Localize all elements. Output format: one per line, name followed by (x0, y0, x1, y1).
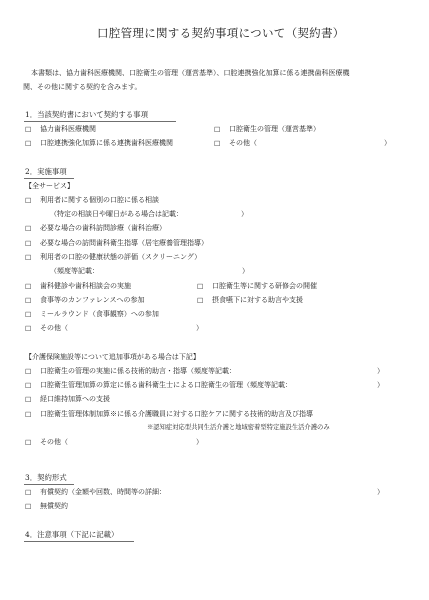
a2-label: 必要な場合の歯科訪問診療（歯科治療） (40, 224, 166, 232)
c4-checkbox[interactable]: ☐ (25, 410, 32, 419)
c1-label: 口腔衛生の管理の実施に係る技術的助言・指導（頻度等記載： (40, 367, 236, 375)
a6-label: 口腔衛生等に関する研修会の開催 (212, 282, 317, 290)
section-1-underline (24, 121, 176, 122)
s1-checkbox-oral-hygiene[interactable]: ☐ (214, 125, 221, 134)
c3-checkbox[interactable]: ☐ (25, 395, 32, 404)
c3-label: 経口維持加算への支援 (40, 395, 110, 403)
c1-checkbox[interactable]: ☐ (25, 367, 32, 376)
section-2-underline (24, 178, 74, 179)
section-4-underline (24, 541, 134, 542)
a4-sub-label: （頻度等記載： (50, 267, 99, 275)
c4-note: ※認知症対応型共同生活介護と地域密着型特定施設生活介護のみ (147, 424, 330, 431)
s1-checkbox-other[interactable]: ☐ (214, 139, 221, 148)
c2-label: 口腔衛生管理加算の算定に係る歯科衛生士による口腔衛生の管理（頻度等記載： (40, 381, 292, 389)
intro-line-2: 関、その他に関する契約を含みます。 (23, 83, 142, 91)
a1-sub-close: ） (241, 210, 248, 218)
s1-label-linkage: 口腔連携強化加算に係る連携歯科医療機関 (40, 139, 173, 147)
section-3-heading: 3．契約形式 (25, 473, 67, 482)
section-3-underline (24, 484, 74, 485)
a1-sub-label: （特定の相談日や曜日がある場合は記載： (50, 210, 183, 218)
a3-label: 必要な場合の訪問歯科衛生指導（居宅療養管理指導） (40, 239, 208, 247)
s1-label-other: その他（ (229, 139, 257, 147)
a7-checkbox[interactable]: ☐ (25, 296, 32, 305)
a6-checkbox[interactable]: ☐ (197, 282, 204, 291)
s1-label-oral-hygiene: 口腔衛生の管理（運営基準） (229, 125, 320, 133)
c4-label: 口腔衛生管理体制加算※に係る介護職員に対する口腔ケアに関する技術的助言及び指導 (40, 410, 313, 418)
a2-checkbox[interactable]: ☐ (25, 224, 32, 233)
s1-label-dental-partner: 協力歯科医療機関 (40, 125, 96, 133)
a3-checkbox[interactable]: ☐ (25, 239, 32, 248)
a5-label: 歯科健診や歯科相談会の実施 (40, 282, 131, 290)
s1-other-close: ） (384, 139, 391, 147)
c2-checkbox[interactable]: ☐ (25, 381, 32, 390)
a1-checkbox[interactable]: ☐ (25, 196, 32, 205)
section-4-heading: 4．注意事項（下記に記載） (25, 530, 119, 539)
intro-line-1: 本書類は、協力歯科医療機関、口腔衛生の管理（運営基準）、口腔連携強化加算に係る連携歯科医療機 (31, 69, 350, 77)
s1-checkbox-dental-partner[interactable]: ☐ (25, 125, 32, 134)
paid-contract-close: ） (377, 488, 384, 496)
c5-close: ） (196, 438, 203, 446)
free-contract-label: 無償契約 (40, 502, 68, 510)
a4-checkbox[interactable]: ☐ (25, 253, 32, 262)
a10-close: ） (196, 324, 203, 332)
c5-checkbox[interactable]: ☐ (25, 438, 32, 447)
a10-label: その他（ (40, 324, 68, 332)
a8-checkbox[interactable]: ☐ (197, 296, 204, 305)
care-facility-heading: 【介護保険施設等について追加事項がある場合は下記】 (25, 353, 200, 361)
section-2-heading: 2．実施事項 (25, 167, 67, 176)
paid-contract-label: 有償契約（金額や回数、時間等の詳細： (40, 488, 166, 496)
a5-checkbox[interactable]: ☐ (25, 282, 32, 291)
paid-contract-checkbox[interactable]: ☐ (25, 488, 32, 497)
all-services-heading: 【全サービス】 (25, 182, 74, 190)
section-1-heading: 1．当該契約書において契約する事項 (25, 110, 148, 119)
a8-label: 摂食嚥下に対する助言や支援 (212, 296, 303, 304)
a1-label: 利用者に関する個別の口腔に係る相談 (40, 196, 159, 204)
a7-label: 食事等のカンファレンスへの参加 (40, 296, 145, 304)
a4-sub-close: ） (242, 267, 249, 275)
free-contract-checkbox[interactable]: ☐ (25, 502, 32, 511)
a4-label: 利用者の口腔の健康状態の評価（スクリーニング） (40, 253, 202, 261)
a10-checkbox[interactable]: ☐ (25, 324, 32, 333)
a9-label: ミールラウンド（食事観察）への参加 (40, 310, 159, 318)
c1-close: ） (377, 367, 384, 375)
s1-checkbox-linkage[interactable]: ☐ (25, 139, 32, 148)
a9-checkbox[interactable]: ☐ (25, 310, 32, 319)
c2-close: ） (377, 381, 384, 389)
c5-label: その他（ (40, 438, 68, 446)
document-title: 口腔管理に関する契約事項について（契約書） (97, 26, 345, 40)
